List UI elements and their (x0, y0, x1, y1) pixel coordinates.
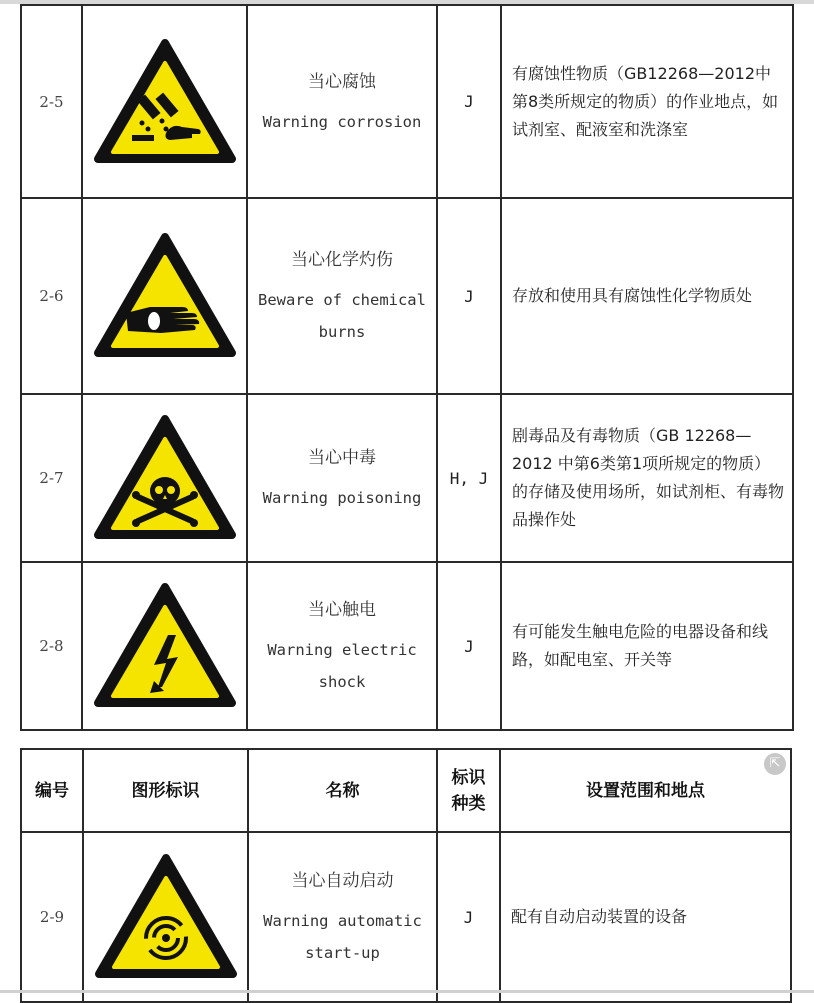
sign-name-en: Beware of chemical burns (258, 291, 426, 341)
expand-icon[interactable]: ⇱ (764, 753, 786, 775)
automatic-startup-warning-icon (93, 852, 239, 982)
sign-name-cell (248, 832, 437, 1002)
sign-table (20, 748, 792, 1003)
sign-cell (82, 562, 247, 730)
sign-type: J (437, 832, 500, 1002)
sign-description: 有腐蚀性物质（GB12268—2012中第8类所规定的物质）的作业地点，如试剂室、配液室和洗涤室 (501, 5, 793, 198)
header-type-label: 标识种类 (451, 767, 486, 814)
header-image: 图形标识 (83, 749, 248, 832)
sign-name-en: Warning corrosion (262, 112, 422, 131)
sign-description: 剧毒品及有毒物质（GB 12268—2012 中第6类第1项所规定的物质）的存储及使用场所，如试剂柜、有毒物品操作处 (501, 394, 793, 562)
sign-type: J (437, 562, 501, 730)
sign-name-zh: 当心自动启动 (291, 871, 394, 891)
sign-name-zh: 当心触电 (308, 600, 376, 620)
header-description: 设置范围和地点 (500, 749, 791, 832)
row-number: 2-5 (21, 5, 82, 198)
sign-name-cell (247, 394, 437, 562)
sign-cell (82, 198, 247, 394)
sign-name-en: Warning poisoning (262, 489, 422, 507)
chemical-burn-warning-icon (92, 231, 238, 361)
sign-name-cell (247, 5, 437, 198)
sign-cell (83, 832, 248, 1002)
electric-shock-warning-icon (92, 581, 238, 711)
row-number: 2-8 (21, 562, 82, 730)
sign-type: J (437, 5, 501, 198)
table-row (21, 394, 793, 562)
sign-cell (82, 394, 247, 562)
table-row (21, 832, 791, 1002)
poisoning-warning-icon (92, 413, 238, 543)
table-header-row (21, 749, 791, 832)
sign-type: H, J (437, 394, 501, 562)
table-row (21, 562, 793, 730)
table-row (21, 5, 793, 198)
sign-description: 有可能发生触电危险的电器设备和线路，如配电室、开关等 (501, 562, 793, 730)
sign-description: 存放和使用具有腐蚀性化学物质处 (501, 198, 793, 394)
sign-name-cell (247, 562, 437, 730)
sign-name-zh: 当心化学灼伤 (291, 250, 393, 270)
corrosion-warning-icon (92, 37, 238, 167)
sign-table-continued (20, 4, 794, 731)
header-type (437, 749, 500, 832)
sign-cell (82, 5, 247, 198)
header-name: 名称 (248, 749, 437, 832)
row-number: 2-6 (21, 198, 82, 394)
row-number: 2-7 (21, 394, 82, 562)
sign-name-en: Warning electric shock (267, 641, 417, 691)
sign-name-zh: 当心中毒 (308, 448, 376, 468)
sign-description: 配有自动启动装置的设备 (500, 832, 791, 1002)
sign-name-en: Warning automatic start-up (263, 912, 422, 962)
sign-name-zh: 当心腐蚀 (308, 71, 376, 92)
sign-type: J (437, 198, 501, 394)
table-row (21, 198, 793, 394)
row-number: 2-9 (21, 832, 83, 1002)
header-number: 编号 (21, 749, 83, 832)
sign-name-cell (247, 198, 437, 394)
